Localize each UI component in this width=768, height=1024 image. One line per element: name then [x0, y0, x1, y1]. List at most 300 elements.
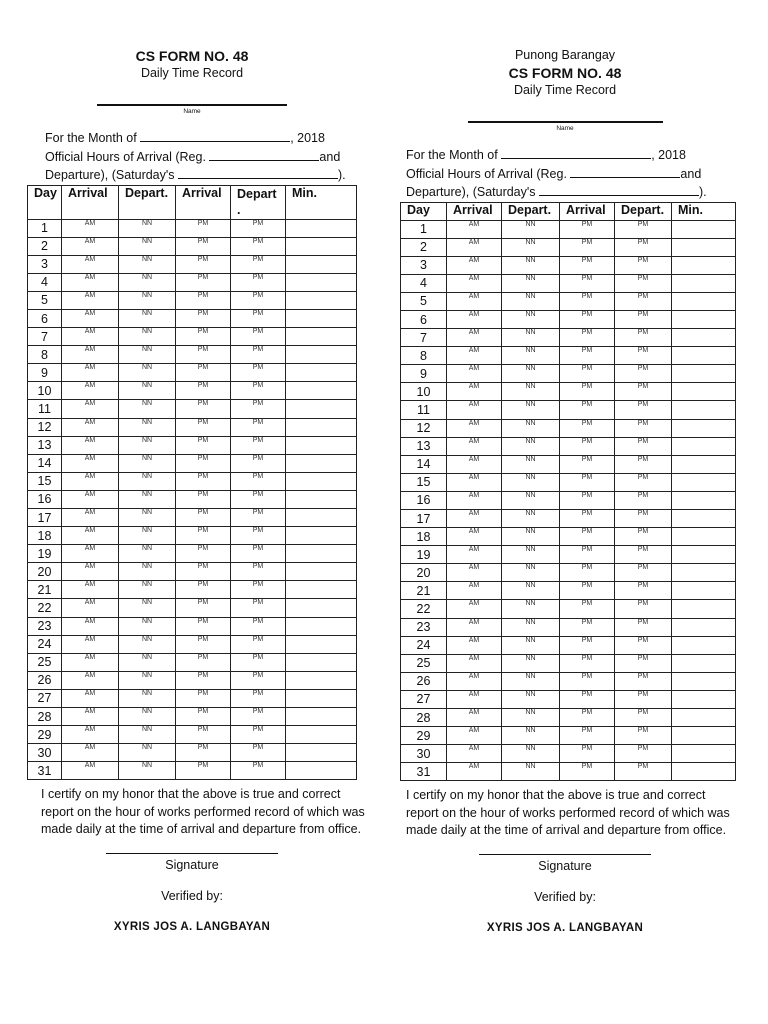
time-cell[interactable]: PM	[176, 545, 231, 563]
time-cell[interactable]: PM	[176, 400, 231, 418]
time-cell[interactable]: PM	[176, 309, 231, 327]
name-line[interactable]	[468, 121, 663, 123]
time-cell[interactable]: AM	[62, 346, 119, 364]
time-cell[interactable]: PM	[231, 599, 286, 617]
time-cell[interactable]: PM	[176, 689, 231, 707]
time-cell[interactable]: NN	[502, 274, 560, 292]
minutes-cell[interactable]	[286, 563, 357, 581]
time-cell[interactable]: PM	[560, 745, 615, 763]
time-cell[interactable]: NN	[119, 291, 176, 309]
time-cell[interactable]: AM	[62, 653, 119, 671]
time-cell[interactable]: NN	[502, 238, 560, 256]
time-cell[interactable]: NN	[502, 347, 560, 365]
minutes-cell[interactable]	[672, 491, 736, 509]
time-cell[interactable]: PM	[231, 291, 286, 309]
time-cell[interactable]: NN	[502, 510, 560, 528]
time-cell[interactable]: PM	[176, 617, 231, 635]
minutes-cell[interactable]	[672, 365, 736, 383]
time-cell[interactable]: PM	[560, 347, 615, 365]
time-cell[interactable]: PM	[176, 346, 231, 364]
minutes-cell[interactable]	[672, 564, 736, 582]
minutes-cell[interactable]	[286, 346, 357, 364]
time-cell[interactable]: AM	[62, 400, 119, 418]
time-cell[interactable]: PM	[615, 763, 672, 781]
time-cell[interactable]: AM	[62, 454, 119, 472]
signature-line[interactable]	[106, 853, 278, 854]
time-cell[interactable]: PM	[560, 365, 615, 383]
minutes-cell[interactable]	[286, 527, 357, 545]
time-cell[interactable]: AM	[62, 255, 119, 273]
time-cell[interactable]: PM	[176, 762, 231, 780]
saturday-hours-field[interactable]	[178, 166, 338, 179]
time-cell[interactable]: NN	[119, 689, 176, 707]
time-cell[interactable]: AM	[447, 618, 502, 636]
minutes-cell[interactable]	[286, 255, 357, 273]
time-cell[interactable]: PM	[615, 654, 672, 672]
time-cell[interactable]: NN	[502, 528, 560, 546]
time-cell[interactable]: PM	[560, 564, 615, 582]
time-cell[interactable]: NN	[119, 726, 176, 744]
time-cell[interactable]: PM	[176, 653, 231, 671]
time-cell[interactable]: PM	[231, 454, 286, 472]
time-cell[interactable]: AM	[62, 762, 119, 780]
time-cell[interactable]: PM	[176, 527, 231, 545]
time-cell[interactable]: PM	[560, 220, 615, 238]
time-cell[interactable]: PM	[231, 490, 286, 508]
minutes-cell[interactable]	[286, 635, 357, 653]
minutes-cell[interactable]	[286, 744, 357, 762]
name-line[interactable]	[97, 104, 287, 106]
time-cell[interactable]: PM	[176, 509, 231, 527]
time-cell[interactable]: PM	[560, 329, 615, 347]
time-cell[interactable]: PM	[231, 527, 286, 545]
time-cell[interactable]: NN	[502, 491, 560, 509]
time-cell[interactable]: NN	[502, 636, 560, 654]
time-cell[interactable]: AM	[447, 672, 502, 690]
time-cell[interactable]: AM	[447, 292, 502, 310]
minutes-cell[interactable]	[286, 364, 357, 382]
time-cell[interactable]: NN	[119, 364, 176, 382]
time-cell[interactable]: PM	[176, 291, 231, 309]
time-cell[interactable]: PM	[560, 528, 615, 546]
time-cell[interactable]: NN	[119, 346, 176, 364]
minutes-cell[interactable]	[672, 256, 736, 274]
time-cell[interactable]: PM	[615, 618, 672, 636]
time-cell[interactable]: PM	[231, 708, 286, 726]
time-cell[interactable]: PM	[176, 255, 231, 273]
time-cell[interactable]: PM	[615, 600, 672, 618]
minutes-cell[interactable]	[286, 708, 357, 726]
time-cell[interactable]: PM	[231, 346, 286, 364]
time-cell[interactable]: PM	[615, 709, 672, 727]
time-cell[interactable]: AM	[62, 219, 119, 237]
time-cell[interactable]: AM	[447, 419, 502, 437]
time-cell[interactable]: NN	[119, 527, 176, 545]
time-cell[interactable]: PM	[560, 709, 615, 727]
minutes-cell[interactable]	[286, 436, 357, 454]
time-cell[interactable]: PM	[176, 726, 231, 744]
time-cell[interactable]: PM	[560, 546, 615, 564]
time-cell[interactable]: PM	[231, 762, 286, 780]
time-cell[interactable]: NN	[502, 727, 560, 745]
minutes-cell[interactable]	[286, 219, 357, 237]
minutes-cell[interactable]	[672, 546, 736, 564]
time-cell[interactable]: AM	[447, 763, 502, 781]
saturday-hours-field[interactable]	[539, 183, 699, 196]
minutes-cell[interactable]	[672, 473, 736, 491]
time-cell[interactable]: AM	[62, 599, 119, 617]
time-cell[interactable]: PM	[560, 256, 615, 274]
time-cell[interactable]: PM	[615, 238, 672, 256]
time-cell[interactable]: NN	[502, 365, 560, 383]
time-cell[interactable]: AM	[62, 472, 119, 490]
time-cell[interactable]: PM	[176, 436, 231, 454]
time-cell[interactable]: PM	[231, 689, 286, 707]
time-cell[interactable]: NN	[119, 472, 176, 490]
time-cell[interactable]: PM	[615, 636, 672, 654]
minutes-cell[interactable]	[672, 582, 736, 600]
time-cell[interactable]: NN	[119, 635, 176, 653]
minutes-cell[interactable]	[672, 310, 736, 328]
minutes-cell[interactable]	[286, 671, 357, 689]
time-cell[interactable]: PM	[176, 635, 231, 653]
time-cell[interactable]: PM	[176, 237, 231, 255]
time-cell[interactable]: PM	[560, 636, 615, 654]
time-cell[interactable]: AM	[447, 727, 502, 745]
time-cell[interactable]: PM	[560, 690, 615, 708]
time-cell[interactable]: AM	[447, 310, 502, 328]
time-cell[interactable]: PM	[560, 455, 615, 473]
time-cell[interactable]: PM	[176, 708, 231, 726]
time-cell[interactable]: NN	[502, 329, 560, 347]
minutes-cell[interactable]	[672, 528, 736, 546]
minutes-cell[interactable]	[286, 454, 357, 472]
minutes-cell[interactable]	[286, 472, 357, 490]
time-cell[interactable]: AM	[447, 491, 502, 509]
time-cell[interactable]: AM	[447, 329, 502, 347]
minutes-cell[interactable]	[286, 599, 357, 617]
time-cell[interactable]: NN	[502, 654, 560, 672]
minutes-cell[interactable]	[672, 401, 736, 419]
time-cell[interactable]: AM	[62, 273, 119, 291]
time-cell[interactable]: AM	[447, 564, 502, 582]
time-cell[interactable]: PM	[176, 671, 231, 689]
time-cell[interactable]: AM	[447, 256, 502, 274]
time-cell[interactable]: PM	[560, 727, 615, 745]
time-cell[interactable]: AM	[62, 744, 119, 762]
time-cell[interactable]: NN	[119, 237, 176, 255]
time-cell[interactable]: PM	[231, 364, 286, 382]
time-cell[interactable]: AM	[447, 600, 502, 618]
minutes-cell[interactable]	[286, 382, 357, 400]
time-cell[interactable]: PM	[615, 455, 672, 473]
time-cell[interactable]: PM	[560, 473, 615, 491]
time-cell[interactable]: NN	[119, 309, 176, 327]
minutes-cell[interactable]	[286, 237, 357, 255]
minutes-cell[interactable]	[286, 581, 357, 599]
time-cell[interactable]: AM	[447, 528, 502, 546]
time-cell[interactable]: PM	[231, 400, 286, 418]
time-cell[interactable]: PM	[176, 472, 231, 490]
time-cell[interactable]: PM	[560, 419, 615, 437]
minutes-cell[interactable]	[672, 690, 736, 708]
time-cell[interactable]: NN	[502, 220, 560, 238]
time-cell[interactable]: PM	[615, 274, 672, 292]
time-cell[interactable]: PM	[560, 763, 615, 781]
time-cell[interactable]: PM	[560, 654, 615, 672]
time-cell[interactable]: AM	[447, 220, 502, 238]
time-cell[interactable]: PM	[176, 490, 231, 508]
time-cell[interactable]: AM	[447, 546, 502, 564]
time-cell[interactable]: AM	[447, 690, 502, 708]
time-cell[interactable]: PM	[615, 546, 672, 564]
time-cell[interactable]: PM	[176, 328, 231, 346]
time-cell[interactable]: NN	[119, 653, 176, 671]
time-cell[interactable]: AM	[447, 636, 502, 654]
minutes-cell[interactable]	[286, 418, 357, 436]
time-cell[interactable]: NN	[119, 744, 176, 762]
time-cell[interactable]: NN	[119, 509, 176, 527]
minutes-cell[interactable]	[672, 763, 736, 781]
time-cell[interactable]: PM	[560, 437, 615, 455]
time-cell[interactable]: PM	[231, 273, 286, 291]
time-cell[interactable]: AM	[62, 418, 119, 436]
minutes-cell[interactable]	[672, 383, 736, 401]
time-cell[interactable]: NN	[119, 328, 176, 346]
time-cell[interactable]: AM	[447, 473, 502, 491]
minutes-cell[interactable]	[672, 329, 736, 347]
minutes-cell[interactable]	[672, 672, 736, 690]
time-cell[interactable]: AM	[447, 437, 502, 455]
time-cell[interactable]: PM	[231, 219, 286, 237]
minutes-cell[interactable]	[672, 510, 736, 528]
time-cell[interactable]: PM	[231, 328, 286, 346]
time-cell[interactable]: PM	[615, 256, 672, 274]
time-cell[interactable]: NN	[502, 745, 560, 763]
month-field[interactable]	[140, 129, 290, 142]
time-cell[interactable]: AM	[62, 635, 119, 653]
time-cell[interactable]: AM	[62, 671, 119, 689]
time-cell[interactable]: AM	[447, 238, 502, 256]
time-cell[interactable]: AM	[62, 364, 119, 382]
minutes-cell[interactable]	[672, 437, 736, 455]
time-cell[interactable]: NN	[119, 418, 176, 436]
minutes-cell[interactable]	[286, 328, 357, 346]
time-cell[interactable]: PM	[560, 292, 615, 310]
time-cell[interactable]: AM	[447, 401, 502, 419]
signature-line[interactable]	[479, 854, 651, 855]
time-cell[interactable]: PM	[615, 745, 672, 763]
time-cell[interactable]: NN	[119, 708, 176, 726]
time-cell[interactable]: PM	[176, 454, 231, 472]
time-cell[interactable]: AM	[62, 490, 119, 508]
time-cell[interactable]: PM	[560, 310, 615, 328]
time-cell[interactable]: PM	[615, 401, 672, 419]
time-cell[interactable]: NN	[119, 273, 176, 291]
time-cell[interactable]: PM	[231, 617, 286, 635]
time-cell[interactable]: PM	[231, 726, 286, 744]
time-cell[interactable]: PM	[560, 274, 615, 292]
time-cell[interactable]: AM	[62, 436, 119, 454]
time-cell[interactable]: PM	[231, 653, 286, 671]
time-cell[interactable]: PM	[176, 744, 231, 762]
time-cell[interactable]: NN	[502, 383, 560, 401]
minutes-cell[interactable]	[286, 653, 357, 671]
time-cell[interactable]: PM	[231, 382, 286, 400]
time-cell[interactable]: PM	[615, 564, 672, 582]
time-cell[interactable]: PM	[560, 510, 615, 528]
time-cell[interactable]: PM	[615, 310, 672, 328]
time-cell[interactable]: PM	[231, 418, 286, 436]
minutes-cell[interactable]	[286, 509, 357, 527]
time-cell[interactable]: PM	[231, 509, 286, 527]
minutes-cell[interactable]	[286, 689, 357, 707]
time-cell[interactable]: PM	[615, 419, 672, 437]
time-cell[interactable]: PM	[615, 582, 672, 600]
time-cell[interactable]: NN	[119, 617, 176, 635]
time-cell[interactable]: PM	[560, 582, 615, 600]
time-cell[interactable]: PM	[231, 744, 286, 762]
time-cell[interactable]: NN	[119, 671, 176, 689]
time-cell[interactable]: AM	[62, 617, 119, 635]
minutes-cell[interactable]	[672, 727, 736, 745]
minutes-cell[interactable]	[672, 238, 736, 256]
time-cell[interactable]: NN	[119, 255, 176, 273]
time-cell[interactable]: PM	[231, 255, 286, 273]
time-cell[interactable]: NN	[502, 419, 560, 437]
time-cell[interactable]: NN	[502, 564, 560, 582]
time-cell[interactable]: PM	[560, 383, 615, 401]
time-cell[interactable]: PM	[176, 581, 231, 599]
time-cell[interactable]: PM	[560, 618, 615, 636]
time-cell[interactable]: NN	[502, 690, 560, 708]
time-cell[interactable]: AM	[62, 509, 119, 527]
time-cell[interactable]: NN	[502, 256, 560, 274]
time-cell[interactable]: AM	[62, 563, 119, 581]
regular-hours-field[interactable]	[209, 148, 319, 161]
time-cell[interactable]: NN	[502, 763, 560, 781]
time-cell[interactable]: AM	[447, 274, 502, 292]
time-cell[interactable]: AM	[447, 745, 502, 763]
time-cell[interactable]: NN	[119, 545, 176, 563]
time-cell[interactable]: PM	[615, 437, 672, 455]
time-cell[interactable]: PM	[176, 364, 231, 382]
minutes-cell[interactable]	[672, 274, 736, 292]
minutes-cell[interactable]	[286, 762, 357, 780]
time-cell[interactable]: AM	[62, 708, 119, 726]
time-cell[interactable]: AM	[62, 581, 119, 599]
minutes-cell[interactable]	[286, 545, 357, 563]
time-cell[interactable]: AM	[447, 582, 502, 600]
regular-hours-field[interactable]	[570, 165, 680, 178]
time-cell[interactable]: AM	[447, 347, 502, 365]
time-cell[interactable]: NN	[502, 546, 560, 564]
month-field[interactable]	[501, 146, 651, 159]
time-cell[interactable]: PM	[615, 528, 672, 546]
time-cell[interactable]: PM	[231, 545, 286, 563]
time-cell[interactable]: NN	[119, 599, 176, 617]
time-cell[interactable]: NN	[502, 401, 560, 419]
minutes-cell[interactable]	[672, 347, 736, 365]
time-cell[interactable]: NN	[502, 437, 560, 455]
minutes-cell[interactable]	[286, 291, 357, 309]
time-cell[interactable]: PM	[560, 600, 615, 618]
minutes-cell[interactable]	[672, 745, 736, 763]
time-cell[interactable]: NN	[502, 600, 560, 618]
time-cell[interactable]: NN	[502, 455, 560, 473]
time-cell[interactable]: NN	[119, 454, 176, 472]
time-cell[interactable]: AM	[62, 726, 119, 744]
time-cell[interactable]: AM	[447, 510, 502, 528]
time-cell[interactable]: PM	[176, 382, 231, 400]
time-cell[interactable]: AM	[447, 654, 502, 672]
time-cell[interactable]: PM	[176, 563, 231, 581]
minutes-cell[interactable]	[286, 726, 357, 744]
time-cell[interactable]: NN	[502, 473, 560, 491]
time-cell[interactable]: NN	[119, 219, 176, 237]
time-cell[interactable]: PM	[615, 383, 672, 401]
time-cell[interactable]: PM	[615, 690, 672, 708]
time-cell[interactable]: NN	[502, 310, 560, 328]
time-cell[interactable]: PM	[560, 401, 615, 419]
time-cell[interactable]: AM	[447, 455, 502, 473]
minutes-cell[interactable]	[286, 400, 357, 418]
time-cell[interactable]: PM	[176, 418, 231, 436]
minutes-cell[interactable]	[286, 490, 357, 508]
time-cell[interactable]: AM	[62, 237, 119, 255]
time-cell[interactable]: NN	[119, 581, 176, 599]
minutes-cell[interactable]	[672, 292, 736, 310]
time-cell[interactable]: AM	[447, 709, 502, 727]
time-cell[interactable]: NN	[119, 563, 176, 581]
time-cell[interactable]: PM	[231, 237, 286, 255]
time-cell[interactable]: NN	[502, 672, 560, 690]
time-cell[interactable]: PM	[615, 329, 672, 347]
minutes-cell[interactable]	[286, 309, 357, 327]
minutes-cell[interactable]	[672, 618, 736, 636]
minutes-cell[interactable]	[672, 600, 736, 618]
time-cell[interactable]: NN	[119, 382, 176, 400]
minutes-cell[interactable]	[672, 654, 736, 672]
time-cell[interactable]: PM	[231, 671, 286, 689]
minutes-cell[interactable]	[672, 709, 736, 727]
time-cell[interactable]: PM	[231, 581, 286, 599]
time-cell[interactable]: NN	[119, 400, 176, 418]
time-cell[interactable]: AM	[62, 328, 119, 346]
time-cell[interactable]: PM	[176, 219, 231, 237]
time-cell[interactable]: PM	[231, 436, 286, 454]
time-cell[interactable]: NN	[119, 490, 176, 508]
time-cell[interactable]: PM	[615, 491, 672, 509]
time-cell[interactable]: NN	[502, 582, 560, 600]
minutes-cell[interactable]	[286, 617, 357, 635]
time-cell[interactable]: AM	[62, 382, 119, 400]
time-cell[interactable]: PM	[560, 491, 615, 509]
time-cell[interactable]: AM	[62, 545, 119, 563]
time-cell[interactable]: NN	[502, 709, 560, 727]
time-cell[interactable]: PM	[560, 238, 615, 256]
time-cell[interactable]: PM	[615, 510, 672, 528]
time-cell[interactable]: PM	[231, 309, 286, 327]
time-cell[interactable]: PM	[615, 292, 672, 310]
time-cell[interactable]: NN	[119, 436, 176, 454]
time-cell[interactable]: PM	[615, 220, 672, 238]
time-cell[interactable]: PM	[615, 365, 672, 383]
minutes-cell[interactable]	[286, 273, 357, 291]
time-cell[interactable]: PM	[615, 727, 672, 745]
time-cell[interactable]: AM	[62, 309, 119, 327]
time-cell[interactable]: PM	[231, 635, 286, 653]
